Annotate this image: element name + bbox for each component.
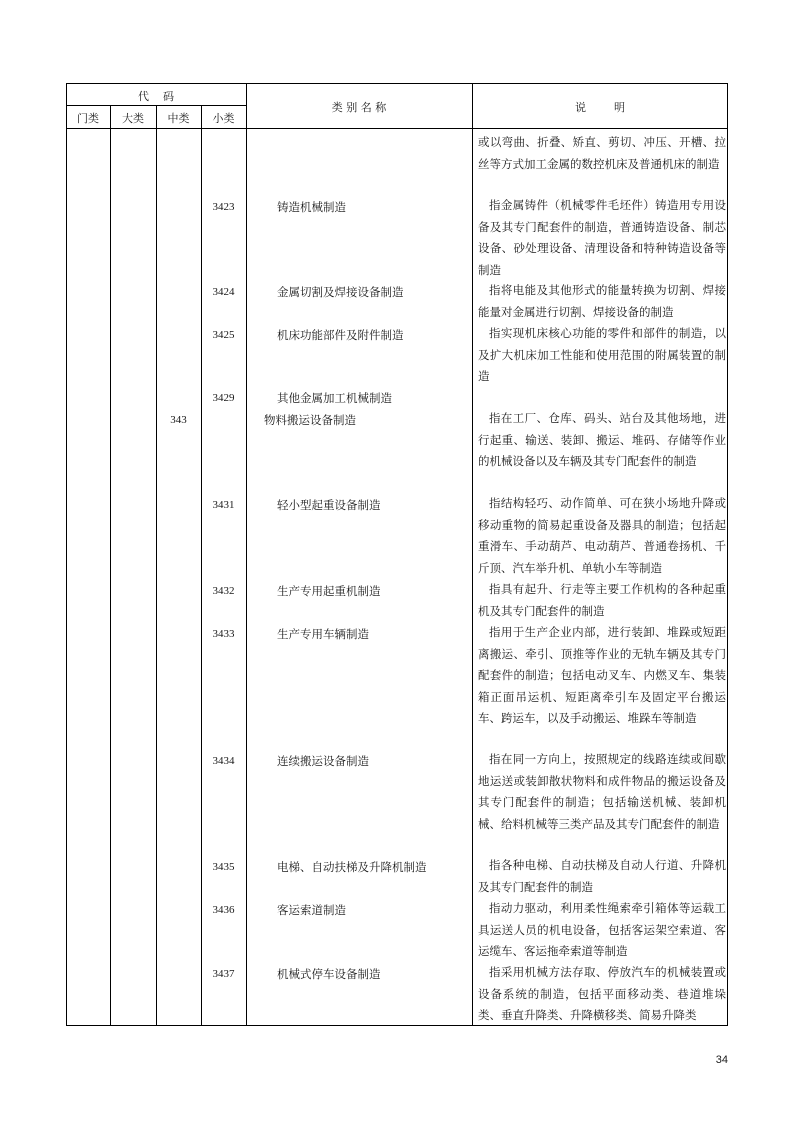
row-category-name: 客运索道制造 (277, 903, 346, 917)
row-description: 指在工厂、仓库、码头、站台及其他场地，进行起重、输送、装卸、搬运、堆码、存储等作业的机械设备以及车辆及其专门配套件的制造 (478, 411, 726, 468)
row-code-xiao: 3424 (212, 286, 235, 298)
row-description: 或以弯曲、折叠、矫直、剪切、冲压、开槽、拉丝等方式加工金属的数控机床及普通机床的制造 (478, 135, 726, 171)
header-name: 类 别 名 称 (331, 101, 387, 114)
row-description: 指各种电梯、自动扶梯及自动人行道、升降机及其专门配套件的制造 (478, 858, 726, 894)
row-code-xiao: 3429 (212, 392, 235, 404)
col-divider-men-da (110, 106, 111, 1025)
row-description: 指金属铸件（机械零件毛坯件）铸造用专用设备及其专门配套件的制造，普通铸造设备、制芯设备、砂处理设备、清理设备和特种铸造设备等制造 (478, 198, 726, 277)
row-category-name: 机械式停车设备制造 (277, 967, 381, 981)
row-category-name: 机床功能部件及附件制造 (277, 328, 404, 342)
col-divider-da-zhong (156, 106, 157, 1025)
row-description: 指结构轻巧、动作简单、可在狭小场地升降或移动重物的简易起重设备及器具的制造；包括起重滑车、手动葫芦、电动葫芦、普通卷扬机、千斤顶、汽车举升机、单轨小车等制造 (478, 496, 726, 575)
row-description: 指实现机床核心功能的零件和部件的制造，以及扩大机床加工性能和使用范围的附属装置的制造 (478, 326, 726, 383)
row-category-name: 物料搬运设备制造 (264, 413, 356, 427)
row-category-name: 生产专用起重机制造 (277, 584, 381, 598)
row-description: 指用于生产企业内部，进行装卸、堆跺或短距离搬运、牵引、顶推等作业的无轨车辆及其专门配套件的制造；包括电动叉车、内燃叉车、集装箱正面吊运机、短距离牵引车及固定平台搬运车、跨运车，以及手动搬运、堆跺车等制造 (478, 625, 726, 725)
header-men: 门类 (77, 112, 99, 125)
row-category-name: 铸造机械制造 (277, 200, 346, 214)
code-group-underline (67, 105, 246, 106)
row-code-xiao: 3435 (212, 861, 235, 873)
header-desc: 说 明 (575, 101, 625, 114)
header-bottom-rule (67, 128, 727, 129)
row-code-zhong: 343 (170, 414, 187, 426)
row-code-xiao: 3432 (212, 585, 235, 597)
row-code-xiao: 3425 (212, 329, 235, 341)
row-description: 指将电能及其他形式的能量转换为切割、焊接能量对金属进行切割、焊接设备的制造 (478, 283, 726, 319)
row-code-xiao: 3434 (212, 755, 235, 767)
row-category-name: 连续搬运设备制造 (277, 754, 369, 768)
col-divider-code-name (246, 84, 247, 1025)
row-category-name: 生产专用车辆制造 (277, 627, 369, 641)
header-da: 大类 (122, 112, 144, 125)
row-category-name: 轻小型起重设备制造 (277, 498, 381, 512)
header-xiao: 小类 (212, 112, 235, 125)
row-code-xiao: 3431 (212, 499, 235, 511)
header-code-group: 代 码 (138, 90, 174, 103)
row-description: 指在同一方向上，按照规定的线路连续或间歇地运送或装卸散状物料和成件物品的搬运设备及其专门配套件的制造；包括输送机械、装卸机械、给料机械等三类产品及其专门配套件的制造 (478, 752, 726, 831)
row-description: 指采用机械方法存取、停放汽车的机械装置或设备系统的制造，包括平面移动类、巷道堆垛类、垂直升降类、升降横移类、简易升降类 (478, 965, 726, 1022)
row-category-name: 金属切割及焊接设备制造 (277, 285, 404, 299)
page-number: 34 (715, 1054, 728, 1066)
row-code-xiao: 3433 (212, 628, 235, 640)
row-category-name: 其他金属加工机械制造 (277, 391, 392, 405)
row-description: 指具有起升、行走等主要工作机构的各种起重机及其专门配套件的制造 (478, 582, 726, 618)
col-divider-zhong-xiao (201, 106, 202, 1025)
col-divider-name-desc (472, 84, 473, 1025)
header-zhong: 中类 (167, 112, 190, 125)
row-code-xiao: 3437 (212, 968, 235, 980)
row-code-xiao: 3436 (212, 904, 235, 916)
row-code-xiao: 3423 (212, 201, 235, 213)
row-description: 指动力驱动，利用柔性绳索牵引箱体等运载工具运送人员的机电设备，包括客运架空索道、客运缆车、客运拖牵索道等制造 (478, 901, 726, 958)
row-category-name: 电梯、自动扶梯及升降机制造 (277, 860, 427, 874)
